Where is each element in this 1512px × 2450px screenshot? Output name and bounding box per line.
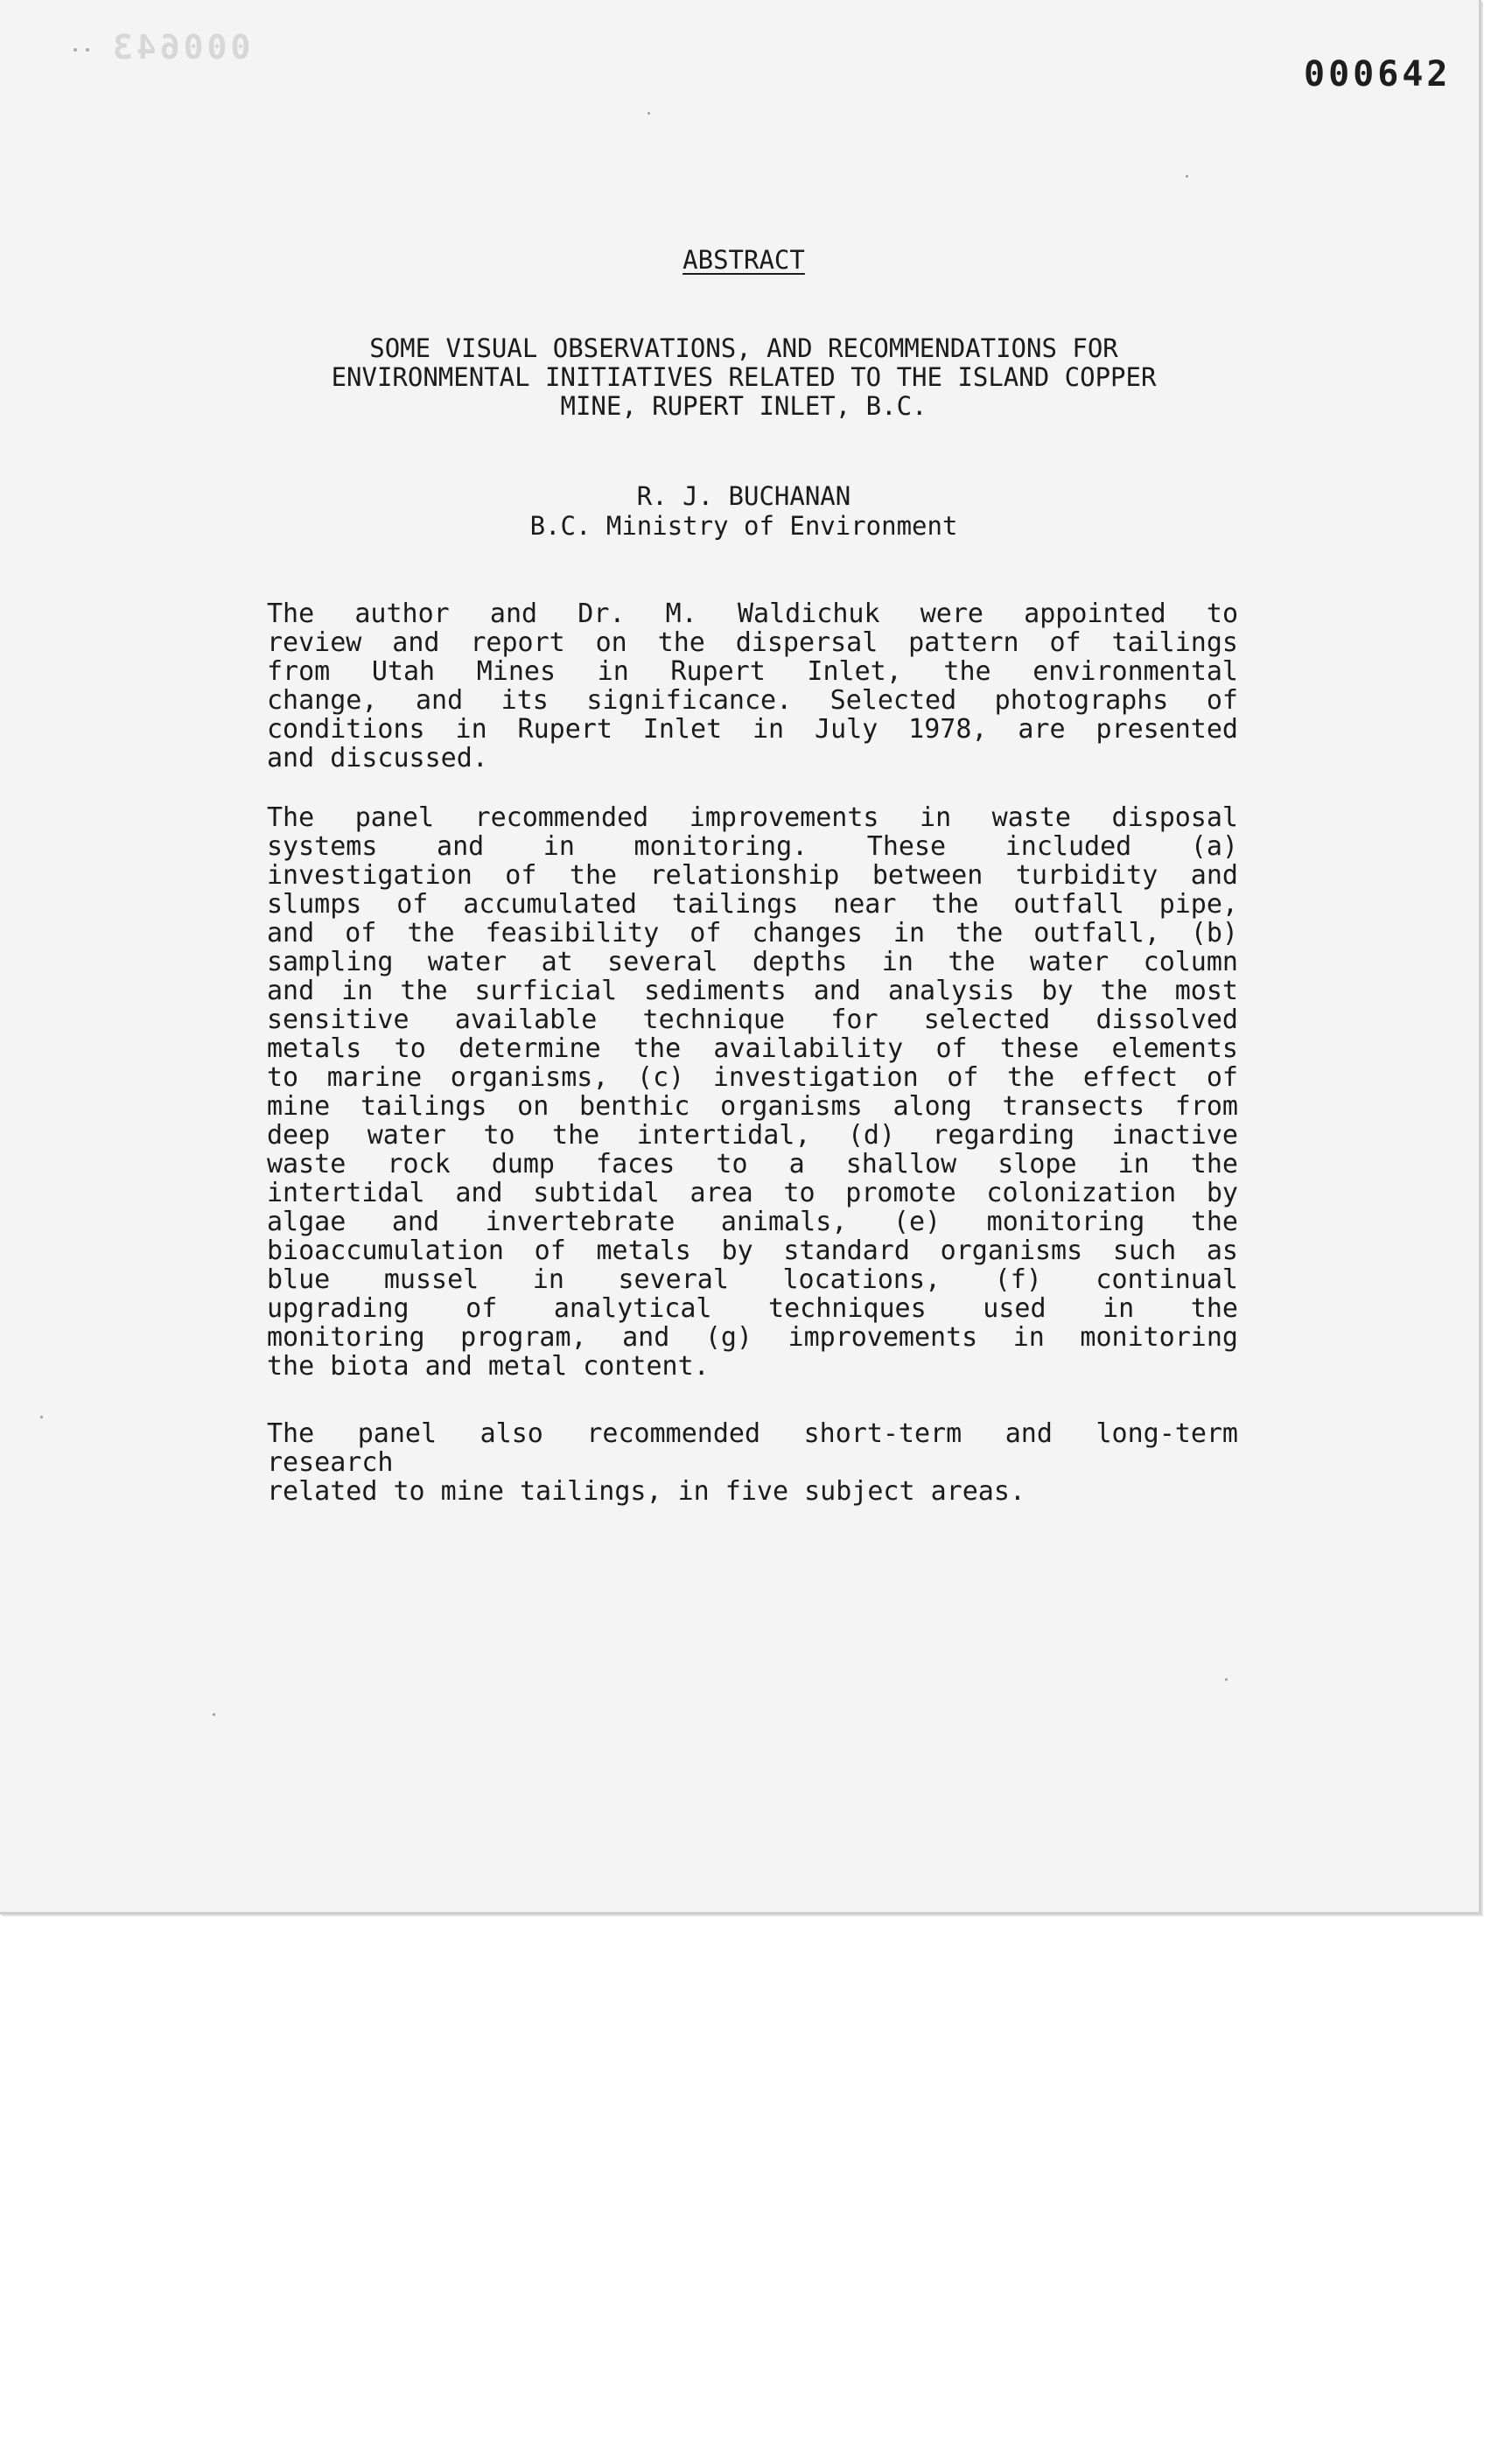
text-line: mine tailings on benthic organisms along transects from — [267, 1091, 1238, 1122]
page-number-stamp: 000642 — [1304, 54, 1452, 94]
abstract-heading — [0, 245, 1488, 275]
title-line: SOME VISUAL OBSERVATIONS, AND RECOMMENDATIONS FOR — [369, 333, 1118, 363]
text-line: The panel recommended improvements in waste disposal — [267, 802, 1238, 833]
text-line: intertidal and subtidal area to promote colonization by — [267, 1178, 1238, 1208]
text-line: metals to determine the availability of these elements — [267, 1033, 1238, 1064]
text-line: upgrading of analytical techniques used in the — [267, 1293, 1238, 1324]
text-line: The panel also recommended short-term and long-term — [267, 1418, 1238, 1449]
paragraph-2 — [267, 803, 1238, 1381]
author-block — [0, 481, 1488, 541]
text-line: and of the feasibility of changes in the outfall, (b) — [267, 918, 1238, 948]
paragraph-3 — [267, 1419, 1238, 1506]
document-title — [0, 334, 1488, 421]
text-line: from Utah Mines in Rupert Inlet, the environmental — [267, 656, 1238, 687]
text-line: algae and invertebrate animals, (e) monitoring the — [267, 1207, 1238, 1237]
author-name: R. J. BUCHANAN — [636, 481, 851, 511]
text-line: deep water to the intertidal, (d) regarding inactive — [267, 1120, 1238, 1151]
scan-speck — [40, 1416, 43, 1418]
text-line: monitoring program, and (g) improvements in monitoring — [267, 1322, 1238, 1353]
scan-speck — [648, 112, 650, 115]
paragraph-1 — [267, 599, 1238, 773]
scan-speck — [1225, 1678, 1228, 1681]
text-line: to marine organisms, (c) investigation of the effect of — [267, 1062, 1238, 1093]
text-line: and discussed. — [267, 743, 488, 774]
text-line: change, and its significance. Selected photographs of — [267, 685, 1238, 716]
text-line: blue mussel in several locations, (f) continual — [267, 1264, 1238, 1295]
abstract-label: ABSTRACT — [682, 245, 805, 275]
text-line: review and report on the dispersal pattern of tailings — [267, 627, 1238, 658]
scan-speck — [213, 1713, 215, 1716]
text-line: the biota and metal content. — [267, 1351, 710, 1382]
text-line: research — [267, 1447, 394, 1478]
text-line: waste rock dump faces to a shallow slope in the — [267, 1149, 1238, 1180]
bleed-through-page-number: 000643 — [109, 28, 251, 66]
margin-dots — [74, 40, 108, 46]
title-line: MINE, RUPERT INLET, B.C. — [560, 391, 928, 421]
text-line: investigation of the relationship between turbidity and — [267, 860, 1238, 891]
text-line: bioaccumulation of metals by standard organisms such as — [267, 1236, 1238, 1266]
text-line: conditions in Rupert Inlet in July 1978, are presented — [267, 714, 1238, 745]
text-line: sensitive available technique for selected dissolved — [267, 1004, 1238, 1035]
text-line: The author and Dr. M. Waldichuk were appointed to — [267, 598, 1238, 629]
author-affiliation: B.C. Ministry of Environment — [529, 511, 958, 541]
text-line: sampling water at several depths in the water column — [267, 947, 1238, 977]
text-line: and in the surficial sediments and analysis by the most — [267, 976, 1238, 1006]
text-line: systems and in monitoring. These included (a) — [267, 831, 1238, 862]
title-line: ENVIRONMENTAL INITIATIVES RELATED TO THE ISLAND COPPER — [331, 362, 1157, 392]
text-line: slumps of accumulated tailings near the outfall pipe, — [267, 889, 1238, 920]
text-line: related to mine tailings, in five subject areas. — [267, 1476, 1026, 1507]
scan-speck — [1186, 175, 1188, 178]
